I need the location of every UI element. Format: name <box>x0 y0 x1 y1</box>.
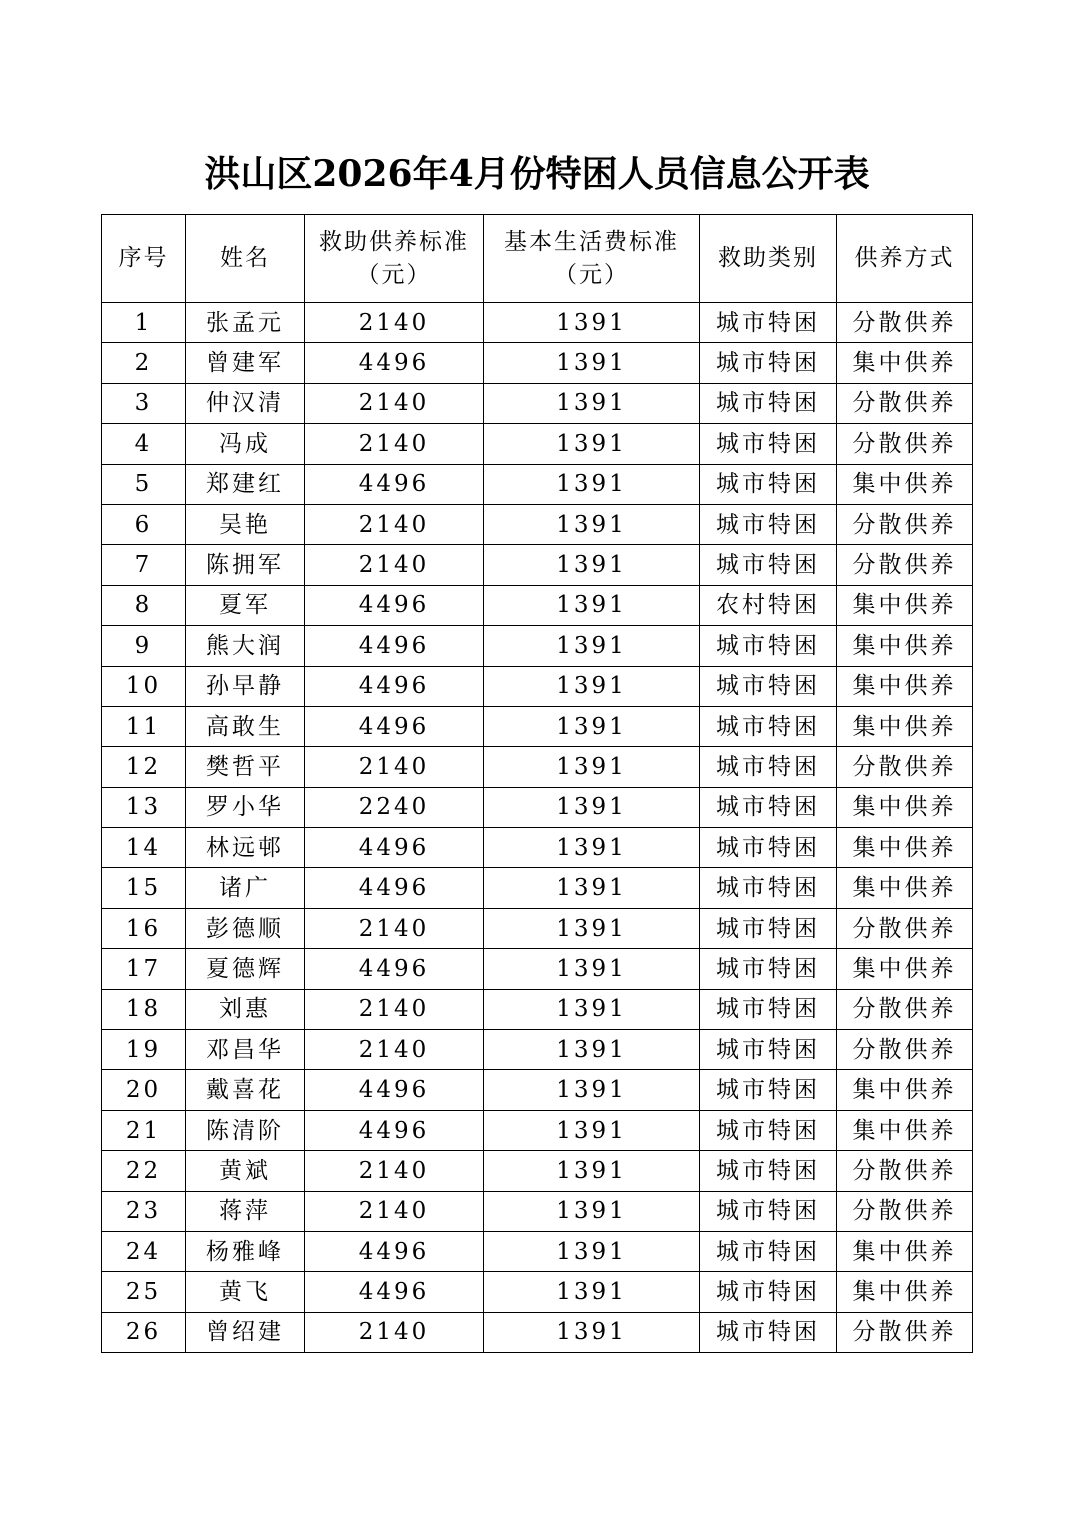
cell-living-standard: 1391 <box>484 1231 700 1271</box>
table-row <box>102 1030 973 1070</box>
header-row <box>102 215 973 303</box>
cell-support-mode: 分散供养 <box>837 1030 973 1070</box>
cell-name: 林远邨 <box>186 828 305 868</box>
cell-aid-standard: 2140 <box>305 504 484 544</box>
cell-aid-standard: 2140 <box>305 303 484 343</box>
cell-index: 10 <box>102 666 186 706</box>
cell-category: 城市特困 <box>700 303 837 343</box>
cell-support-mode: 分散供养 <box>837 1191 973 1231</box>
cell-living-standard: 1391 <box>484 1272 700 1312</box>
cell-index: 19 <box>102 1030 186 1070</box>
cell-support-mode: 集中供养 <box>837 706 973 746</box>
cell-category: 城市特困 <box>700 1070 837 1110</box>
cell-living-standard: 1391 <box>484 424 700 464</box>
page-title: 洪山区2026年4月份特困人员信息公开表 <box>204 153 870 195</box>
cell-living-standard: 1391 <box>484 585 700 625</box>
table-header <box>102 215 973 303</box>
header-support-mode: 供养方式 <box>837 215 973 303</box>
cell-index: 1 <box>102 303 186 343</box>
cell-aid-standard: 4496 <box>305 949 484 989</box>
cell-aid-standard: 4496 <box>305 1231 484 1271</box>
cell-aid-standard: 4496 <box>305 666 484 706</box>
cell-aid-standard: 2140 <box>305 1030 484 1070</box>
table-row <box>102 1191 973 1231</box>
cell-aid-standard: 2140 <box>305 908 484 948</box>
cell-support-mode: 集中供养 <box>837 666 973 706</box>
cell-index: 6 <box>102 504 186 544</box>
cell-support-mode: 分散供养 <box>837 504 973 544</box>
cell-index: 3 <box>102 383 186 423</box>
cell-aid-standard: 2140 <box>305 1191 484 1231</box>
cell-living-standard: 1391 <box>484 908 700 948</box>
table-row <box>102 1110 973 1150</box>
cell-index: 12 <box>102 747 186 787</box>
header-category: 救助类别 <box>700 215 837 303</box>
cell-category: 城市特困 <box>700 545 837 585</box>
cell-aid-standard: 4496 <box>305 1272 484 1312</box>
cell-category: 城市特困 <box>700 828 837 868</box>
cell-name: 熊大润 <box>186 626 305 666</box>
cell-name: 黄飞 <box>186 1272 305 1312</box>
cell-aid-standard: 4496 <box>305 1110 484 1150</box>
cell-living-standard: 1391 <box>484 626 700 666</box>
cell-category: 城市特困 <box>700 908 837 948</box>
table-row <box>102 666 973 706</box>
cell-category: 城市特困 <box>700 1312 837 1352</box>
header-living-standard-label: 基本生活费标准 <box>504 228 679 255</box>
cell-living-standard: 1391 <box>484 666 700 706</box>
table-row <box>102 989 973 1029</box>
table-row <box>102 787 973 827</box>
cell-index: 13 <box>102 787 186 827</box>
header-aid-standard-label: 救助供养标准 <box>319 228 469 255</box>
cell-name: 邓昌华 <box>186 1030 305 1070</box>
header-aid-standard <box>305 215 484 303</box>
table-row <box>102 747 973 787</box>
cell-category: 城市特困 <box>700 343 837 383</box>
cell-name: 孙早静 <box>186 666 305 706</box>
cell-living-standard: 1391 <box>484 1191 700 1231</box>
cell-category: 城市特困 <box>700 787 837 827</box>
cell-support-mode: 集中供养 <box>837 949 973 989</box>
cell-aid-standard: 4496 <box>305 706 484 746</box>
cell-support-mode: 集中供养 <box>837 868 973 908</box>
cell-name: 吴艳 <box>186 504 305 544</box>
cell-name: 诸广 <box>186 868 305 908</box>
header-living-standard <box>484 215 700 303</box>
table-row <box>102 706 973 746</box>
cell-aid-standard: 4496 <box>305 828 484 868</box>
cell-living-standard: 1391 <box>484 464 700 504</box>
cell-category: 城市特困 <box>700 989 837 1029</box>
cell-category: 城市特困 <box>700 1272 837 1312</box>
cell-name: 黄斌 <box>186 1151 305 1191</box>
cell-aid-standard: 2140 <box>305 1312 484 1352</box>
cell-aid-standard: 4496 <box>305 626 484 666</box>
cell-aid-standard: 2140 <box>305 383 484 423</box>
cell-category: 农村特困 <box>700 585 837 625</box>
cell-index: 23 <box>102 1191 186 1231</box>
cell-living-standard: 1391 <box>484 303 700 343</box>
table-row <box>102 343 973 383</box>
cell-living-standard: 1391 <box>484 747 700 787</box>
cell-category: 城市特困 <box>700 504 837 544</box>
cell-index: 11 <box>102 706 186 746</box>
cell-name: 郑建红 <box>186 464 305 504</box>
cell-living-standard: 1391 <box>484 1110 700 1150</box>
cell-aid-standard: 4496 <box>305 464 484 504</box>
cell-index: 14 <box>102 828 186 868</box>
cell-aid-standard: 4496 <box>305 868 484 908</box>
cell-support-mode: 集中供养 <box>837 1231 973 1271</box>
cell-name: 曾绍建 <box>186 1312 305 1352</box>
cell-index: 8 <box>102 585 186 625</box>
cell-support-mode: 分散供养 <box>837 303 973 343</box>
table-row <box>102 504 973 544</box>
cell-support-mode: 集中供养 <box>837 787 973 827</box>
cell-name: 彭德顺 <box>186 908 305 948</box>
table-row <box>102 1231 973 1271</box>
cell-category: 城市特困 <box>700 1110 837 1150</box>
table-row <box>102 424 973 464</box>
cell-support-mode: 集中供养 <box>837 1110 973 1150</box>
cell-living-standard: 1391 <box>484 1151 700 1191</box>
cell-aid-standard: 2140 <box>305 1151 484 1191</box>
table-row <box>102 545 973 585</box>
cell-index: 16 <box>102 908 186 948</box>
table-body <box>102 303 973 1353</box>
cell-living-standard: 1391 <box>484 1030 700 1070</box>
cell-index: 2 <box>102 343 186 383</box>
cell-name: 蒋萍 <box>186 1191 305 1231</box>
cell-living-standard: 1391 <box>484 787 700 827</box>
cell-living-standard: 1391 <box>484 343 700 383</box>
cell-support-mode: 分散供养 <box>837 1151 973 1191</box>
cell-category: 城市特困 <box>700 1030 837 1070</box>
cell-category: 城市特困 <box>700 383 837 423</box>
header-name: 姓名 <box>186 215 305 303</box>
cell-index: 18 <box>102 989 186 1029</box>
cell-living-standard: 1391 <box>484 545 700 585</box>
cell-index: 26 <box>102 1312 186 1352</box>
cell-name: 戴喜花 <box>186 1070 305 1110</box>
cell-support-mode: 分散供养 <box>837 383 973 423</box>
cell-index: 24 <box>102 1231 186 1271</box>
table-row <box>102 1312 973 1352</box>
cell-category: 城市特困 <box>700 949 837 989</box>
cell-support-mode: 集中供养 <box>837 464 973 504</box>
cell-aid-standard: 4496 <box>305 585 484 625</box>
cell-living-standard: 1391 <box>484 989 700 1029</box>
table-row <box>102 949 973 989</box>
cell-name: 杨雅峰 <box>186 1231 305 1271</box>
header-aid-standard-unit: （元） <box>356 261 432 288</box>
cell-index: 7 <box>102 545 186 585</box>
cell-aid-standard: 4496 <box>305 343 484 383</box>
cell-support-mode: 分散供养 <box>837 545 973 585</box>
cell-name: 陈清阶 <box>186 1110 305 1150</box>
cell-living-standard: 1391 <box>484 1312 700 1352</box>
cell-category: 城市特困 <box>700 464 837 504</box>
cell-living-standard: 1391 <box>484 504 700 544</box>
cell-category: 城市特困 <box>700 1151 837 1191</box>
cell-living-standard: 1391 <box>484 868 700 908</box>
cell-aid-standard: 2140 <box>305 545 484 585</box>
cell-index: 9 <box>102 626 186 666</box>
cell-name: 夏军 <box>186 585 305 625</box>
cell-index: 5 <box>102 464 186 504</box>
cell-aid-standard: 4496 <box>305 1070 484 1110</box>
cell-category: 城市特困 <box>700 706 837 746</box>
table-row <box>102 1070 973 1110</box>
cell-category: 城市特困 <box>700 424 837 464</box>
cell-name: 罗小华 <box>186 787 305 827</box>
cell-support-mode: 集中供养 <box>837 1272 973 1312</box>
cell-aid-standard: 2140 <box>305 424 484 464</box>
cell-category: 城市特困 <box>700 747 837 787</box>
cell-support-mode: 集中供养 <box>837 1070 973 1110</box>
table-row <box>102 303 973 343</box>
cell-aid-standard: 2240 <box>305 787 484 827</box>
cell-support-mode: 分散供养 <box>837 1312 973 1352</box>
header-living-standard-unit: （元） <box>554 261 629 288</box>
table-row <box>102 908 973 948</box>
cell-index: 4 <box>102 424 186 464</box>
cell-name: 冯成 <box>186 424 305 464</box>
cell-living-standard: 1391 <box>484 949 700 989</box>
cell-support-mode: 集中供养 <box>837 828 973 868</box>
cell-name: 樊哲平 <box>186 747 305 787</box>
cell-category: 城市特困 <box>700 1231 837 1271</box>
table-row <box>102 464 973 504</box>
cell-name: 曾建军 <box>186 343 305 383</box>
table-row <box>102 828 973 868</box>
cell-support-mode: 集中供养 <box>837 585 973 625</box>
cell-name: 张孟元 <box>186 303 305 343</box>
cell-support-mode: 集中供养 <box>837 343 973 383</box>
header-index: 序号 <box>102 215 186 303</box>
table-row <box>102 626 973 666</box>
cell-support-mode: 分散供养 <box>837 424 973 464</box>
table-row <box>102 1272 973 1312</box>
cell-index: 15 <box>102 868 186 908</box>
cell-category: 城市特困 <box>700 868 837 908</box>
cell-living-standard: 1391 <box>484 706 700 746</box>
cell-support-mode: 分散供养 <box>837 747 973 787</box>
cell-name: 陈拥军 <box>186 545 305 585</box>
cell-support-mode: 分散供养 <box>837 908 973 948</box>
cell-name: 高敢生 <box>186 706 305 746</box>
cell-living-standard: 1391 <box>484 383 700 423</box>
cell-support-mode: 集中供养 <box>837 626 973 666</box>
cell-category: 城市特困 <box>700 666 837 706</box>
cell-aid-standard: 2140 <box>305 747 484 787</box>
cell-name: 夏德辉 <box>186 949 305 989</box>
cell-living-standard: 1391 <box>484 1070 700 1110</box>
table-row <box>102 1151 973 1191</box>
table-row <box>102 585 973 625</box>
cell-index: 25 <box>102 1272 186 1312</box>
table-row <box>102 868 973 908</box>
cell-index: 22 <box>102 1151 186 1191</box>
cell-category: 城市特困 <box>700 1191 837 1231</box>
cell-index: 21 <box>102 1110 186 1150</box>
recipient-table <box>101 214 973 1353</box>
cell-aid-standard: 2140 <box>305 989 484 1029</box>
cell-support-mode: 分散供养 <box>837 989 973 1029</box>
cell-name: 刘惠 <box>186 989 305 1029</box>
cell-name: 仲汉清 <box>186 383 305 423</box>
table-row <box>102 383 973 423</box>
cell-index: 17 <box>102 949 186 989</box>
cell-index: 20 <box>102 1070 186 1110</box>
cell-category: 城市特困 <box>700 626 837 666</box>
cell-living-standard: 1391 <box>484 828 700 868</box>
